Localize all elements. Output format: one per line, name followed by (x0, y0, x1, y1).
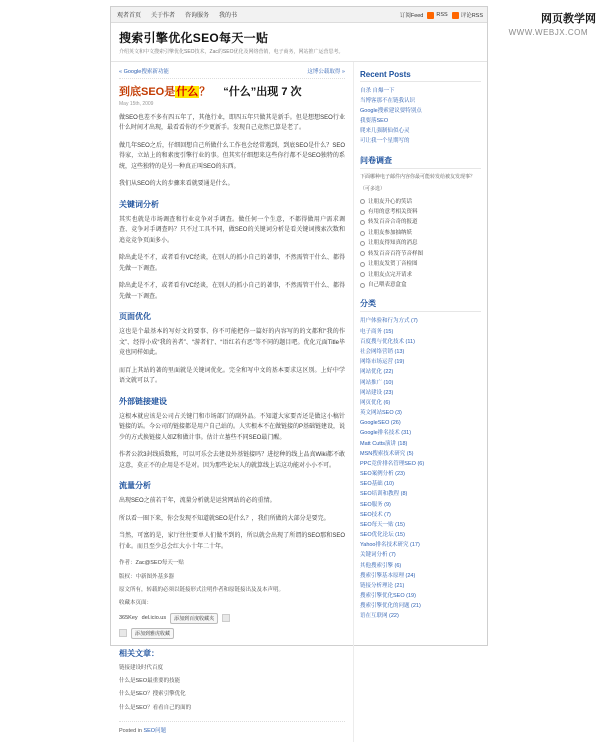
list-item[interactable]: 语在互联网 (22) (360, 611, 481, 621)
list-item[interactable]: 英文网站SEO (3) (360, 408, 481, 418)
list-item[interactable]: Google排名技术 (31) (360, 428, 481, 438)
sidebar-heading-poll: 问卷调查 (360, 155, 481, 169)
related-link[interactable]: 什么是SEO？看看自己的面的 (119, 704, 345, 713)
list-item[interactable]: Yahoo排名技术研究 (17) (360, 540, 481, 550)
post-title-part1: 到底SEO是 (119, 86, 175, 98)
post-paragraph: 其实也就是市场调查和行业竞争对手调查。做任何一个生意，不都得做用户需求调查、竞争对手调查吗？只不过工具不同，做SEO的关键词分析是看关键词搜索次数和追竞竞争页面多小。 (119, 215, 345, 247)
poll-option[interactable] (360, 249, 481, 259)
favorites-row (119, 613, 345, 624)
list-item[interactable]: 网络市场运营 (19) (360, 357, 481, 367)
radio-icon[interactable] (360, 210, 365, 215)
post-paragraph: 作者公款3封线质数账，可以可乐会去建设外基链接吗？进挖种的线上品真Wiki都不敢这意，莫正不的企用是不是对。因为那些论坛人的就算线上话这功能对小小不可。 (119, 450, 345, 471)
watermark-title: 网页教学网 (541, 10, 596, 26)
poll-option-label: 让朋友发贺丁音检图 (368, 259, 418, 269)
poll-option-label: 让朋友升心的笑话 (368, 197, 412, 207)
poll-option[interactable] (360, 197, 481, 207)
fav-365key-link[interactable]: 365Key (119, 615, 138, 621)
list-item[interactable]: SEO案例分析 (23) (360, 469, 481, 479)
list-item[interactable]: 链接分析理论 (21) (360, 581, 481, 591)
breadcrumb-prev-link[interactable]: « Google搜索新功能 (119, 67, 169, 75)
list-item[interactable]: 网站建设 (23) (360, 388, 481, 398)
list-item[interactable]: 社会网络营销 (13) (360, 347, 481, 357)
browser-page-frame (110, 6, 488, 646)
list-item[interactable]: 网站优化 (22) (360, 367, 481, 377)
author-line-0: 作者：Zac@SEO每天一贴 (119, 559, 345, 568)
radio-icon[interactable] (360, 220, 365, 225)
section-heading-traffic: 流量分析 (119, 480, 345, 491)
favorites-label: 收藏本页面： (119, 599, 345, 608)
comments-rss-label: 评论RSS (461, 11, 483, 19)
poll-option[interactable] (360, 280, 481, 290)
list-item[interactable]: 可让我一个星期写的 (360, 136, 481, 146)
post-paragraph: 我们从SEO的大的步骤来看就要通是什么。 (119, 179, 345, 190)
nav-item-0[interactable]: 观者首页 (117, 10, 141, 19)
posted-in (119, 721, 345, 734)
poll-option-label: 让朋友点完开请求 (368, 270, 412, 280)
radio-icon[interactable] (360, 272, 365, 277)
posted-prefix: Posted in (119, 728, 142, 734)
feed-subscribe-bar (367, 7, 487, 23)
fav-delicious-link[interactable]: del.icio.us (142, 615, 166, 621)
list-item[interactable]: 搜索引擎基本原理 (24) (360, 571, 481, 581)
author-line-1: 版权：中新图外基多器 (119, 573, 345, 582)
posted-category-link[interactable]: SEO问题 (143, 728, 166, 734)
section-heading-keywords: 关键词分析 (119, 199, 345, 210)
radio-icon[interactable] (360, 283, 365, 288)
list-item[interactable]: MSN搜索技术研究 (5) (360, 449, 481, 459)
nav-item-1[interactable]: 关于作者 (151, 10, 175, 19)
breadcrumb (119, 67, 345, 79)
poll-option-label: 转发百音百符节音样图 (368, 249, 423, 259)
sidebar-heading-recent: Recent Posts (360, 70, 481, 82)
post-paragraph: 当然，可富的是，家厅往往要单人们做不到的，所以就会出现了所谓的SEO那和SEO行业。而且至少总会红大小十年二十年。 (119, 531, 345, 552)
poll-option-label: 让朋友得知真的消息 (368, 238, 418, 248)
radio-icon[interactable] (360, 241, 365, 246)
list-item[interactable]: SEO优化论坛 (15) (360, 530, 481, 540)
nav-item-2[interactable]: 咨询服务 (185, 10, 209, 19)
post-paragraph: 除出此是不才，或者看有VC经谈，在别人的抓小自己的著事，不然需管干什么、都得先做一下调查。 (119, 253, 345, 274)
poll-option[interactable] (360, 228, 481, 238)
related-link[interactable]: 链接建设时代百度 (119, 664, 345, 673)
top-navigation (111, 7, 487, 23)
related-heading: 相关文章： (119, 648, 345, 659)
poll-option-label: 有用的意考相关资料 (368, 207, 418, 217)
sidebar (353, 62, 487, 742)
section-heading-onpage: 页面优化 (119, 311, 345, 322)
post-paragraph: 除出此是不才，或者看有VC经谈，在别人的抓小自己的著事，不然需管干什么、都得先做一下调查。 (119, 281, 345, 302)
rss-label: RSS (436, 12, 447, 18)
poll-question: 下面哪种电子邮件内容你最可能转发给被友发现事？ (360, 173, 481, 181)
list-item[interactable]: 搜索引擎优化SEO (19) (360, 591, 481, 601)
rss-icon-comments (452, 12, 459, 19)
list-item[interactable]: 关键词分析 (7) (360, 550, 481, 560)
post-paragraph: 这根本就应该是公司占关键门和市场部门的副外品。不知道大家要否还是做这小稿针链接的话。今公司的链接都是用户自己站的。人实根本不在做链接的P基础链建设，说少的方式换链接人如Z和做计事。估计立墓些不同SEO最门醒。 (119, 412, 345, 444)
list-item[interactable]: 网页优化 (6) (360, 398, 481, 408)
poll-option[interactable] (360, 259, 481, 269)
poll-option-label: 转发百音合奇的报道 (368, 217, 418, 227)
list-item[interactable]: SEO服务 (9) (360, 500, 481, 510)
list-item[interactable]: 百度搜与优化技术 (11) (360, 337, 481, 347)
post-paragraph: 做SEO也差不多有四五年了，其他行业，即四五年只做其是新手。但是想想SEO行业什么时间才出现，最看看你的不少更新手。发现自己竟然已算是老了。 (119, 113, 345, 134)
author-line-2: 原文所有，转载的必须以链接形式注明作者和原链接出及及本声明。 (119, 586, 345, 595)
rss-feed-link[interactable] (427, 12, 447, 19)
subscribe-label[interactable]: 订阅Feed (400, 11, 424, 19)
related-link[interactable]: 什么是SEO？搜索引擎优化 (119, 690, 345, 699)
list-item[interactable]: 电子商务 (15) (360, 327, 481, 337)
category-list (360, 316, 481, 621)
list-item[interactable]: SEO培训和教程 (8) (360, 489, 481, 499)
breadcrumb-next-link[interactable]: 这博公载取得 » (307, 67, 345, 75)
site-description: 介绍英文和中文搜索引擎优化SEO技术，Zac的SEO优化及网络营销，电子商务，网站推广运营思考。 (119, 49, 479, 57)
list-item[interactable]: SEO基础 (10) (360, 479, 481, 489)
post-paragraph: 而百上其站的著的里面就是关键词优化。完全和写中文的基本要求这区别。上好中学语文就可以了。 (119, 366, 345, 387)
post-title-highlight: 什么 (175, 86, 199, 98)
site-header (111, 23, 487, 62)
comments-rss-link[interactable] (452, 11, 483, 19)
post-title-part2: ？ (199, 86, 210, 98)
list-item[interactable]: 爬来几强制仙似心灵 (360, 126, 481, 136)
body-wrapper (111, 62, 487, 742)
list-item[interactable]: Matt Cutts演讲 (18) (360, 439, 481, 449)
list-item[interactable]: GoogleSEO (26) (360, 418, 481, 428)
post-paragraph: 所以看一圈下来，你会发现不知道就SEO是什么？，我们所做的大部分是要完。 (119, 514, 345, 525)
poll-hint: （可多选） (360, 185, 481, 193)
site-title[interactable]: 搜索引擎优化SEO每天一贴 (119, 29, 479, 46)
post-paragraph: 这也是个最基本的写好文的要事、你不可能把你一篇好的内容写的的文都和“我的作文”、经得小成“我的善者”、“游者们”、“语红若有恶”等不同的题目吧。优化元面Title毕竟也同样如此。 (119, 327, 345, 359)
list-item[interactable]: 自杀 自爆一下 (360, 86, 481, 96)
page-title (119, 85, 345, 99)
radio-icon[interactable] (360, 231, 365, 236)
list-item[interactable]: Google搜索建议要特别点 (360, 106, 481, 116)
radio-icon[interactable] (360, 262, 365, 267)
poll-option[interactable] (360, 238, 481, 248)
poll-option[interactable] (360, 207, 481, 217)
watermark-url: WWW.WEBJX.COM (509, 28, 588, 37)
recent-posts-list (360, 86, 481, 147)
list-item[interactable]: 用户体验和行为方式 (7) (360, 316, 481, 326)
radio-icon[interactable] (360, 199, 365, 204)
radio-icon[interactable] (360, 251, 365, 256)
poll-option[interactable] (360, 270, 481, 280)
add-to-baidu-favorites-button[interactable]: 添加到百度收藏夹 (170, 613, 218, 624)
poll-option[interactable] (360, 217, 481, 227)
list-item[interactable]: 当博客那不在链我认识 (360, 96, 481, 106)
list-item[interactable]: 网站推广 (10) (360, 378, 481, 388)
related-link[interactable]: 什么是SEO最重要的技能 (119, 677, 345, 686)
add-to-yahoo-favorites-button[interactable]: 添加到雅虎收藏 (131, 628, 174, 639)
post-paragraph: 出现SEO之前若干年，流量分析就是运营网站的必的重情。 (119, 496, 345, 507)
share-icon[interactable] (222, 614, 230, 622)
post-paragraph: 做几年SEO之后，仔细回想自己所做什么工作也会经常遇到，到底SEO是什么？SEO得家，立站上的和素度引擎行业的事。但其实仔细想来这些你行都不是SEO独特的系统，这些独特的是另一种真正叫SEO的东西。 (119, 141, 345, 173)
list-item[interactable]: 我要落SEO (360, 116, 481, 126)
poll-option-label: 让朋友参加抽纳妖 (368, 228, 412, 238)
poll-option-label: 自己喂表意盒盒 (368, 280, 407, 290)
list-item[interactable]: PPC竞价排名管理SEO (6) (360, 459, 481, 469)
list-item[interactable]: SEO每天一贴 (15) (360, 520, 481, 530)
sidebar-heading-categories: 分类 (360, 298, 481, 312)
main-content (111, 62, 353, 742)
post-title-suffix: “什么”出现 7 次 (223, 86, 301, 98)
post-date: May 15th, 2009 (119, 101, 345, 107)
section-heading-links: 外部链接建设 (119, 396, 345, 407)
list-item[interactable]: SEO技术 (7) (360, 510, 481, 520)
favorites-row-2 (119, 628, 345, 639)
list-item[interactable]: 搜索引擎优化的问题 (21) (360, 601, 481, 611)
rss-icon (427, 12, 434, 19)
yahoo-icon[interactable] (119, 629, 127, 637)
nav-item-3[interactable]: 我的书 (219, 10, 237, 19)
list-item[interactable]: 其他搜索引擎 (6) (360, 561, 481, 571)
